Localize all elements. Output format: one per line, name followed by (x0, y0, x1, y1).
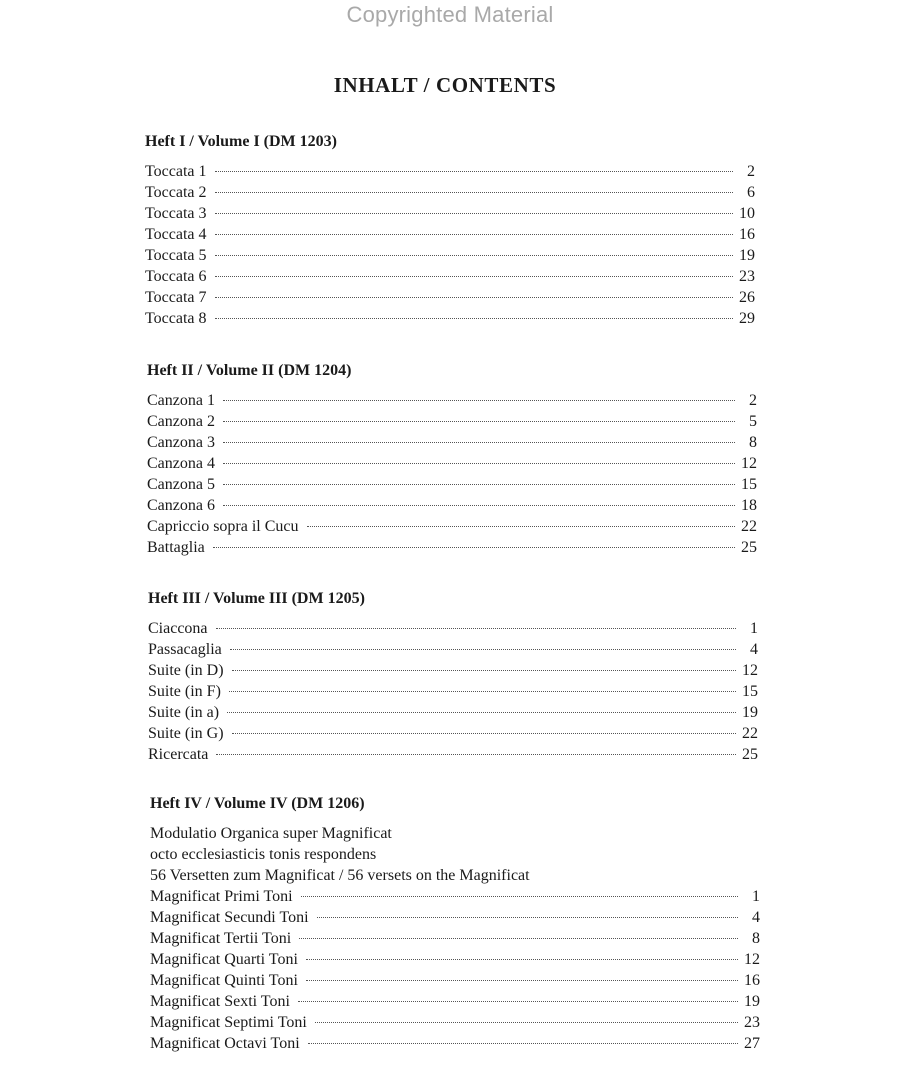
entry-page: 5 (749, 413, 757, 430)
entry-page: 8 (749, 434, 757, 451)
toc-entry (148, 702, 758, 723)
entry-title: Passacaglia (148, 641, 222, 658)
entry-title: Magnificat Tertii Toni (150, 930, 292, 947)
toc-entry (150, 907, 760, 928)
toc-entry (150, 991, 760, 1012)
dot-leader (317, 917, 738, 918)
entry-title: Toccata 1 (145, 163, 207, 180)
entry-page: 15 (742, 683, 758, 700)
toc-entry (150, 886, 760, 907)
entry-title: Magnificat Secundi Toni (150, 909, 309, 926)
entry-page: 4 (750, 641, 758, 658)
entry-title: Toccata 6 (145, 268, 207, 285)
dot-leader (216, 628, 736, 629)
entry-title: Canzona 2 (147, 413, 215, 430)
dot-leader (215, 234, 733, 235)
toc-entry (148, 744, 758, 765)
entry-page: 6 (747, 184, 755, 201)
toc-entry (147, 411, 757, 432)
entry-title: Toccata 2 (145, 184, 207, 201)
entry-page: 2 (749, 392, 757, 409)
entry-title: Magnificat Primi Toni (150, 888, 293, 905)
dot-leader (223, 400, 735, 401)
dot-leader (230, 649, 736, 650)
entry-page: 22 (742, 725, 758, 742)
toc-entry (147, 537, 757, 558)
entry-title: Toccata 8 (145, 310, 207, 327)
copyright-watermark: Copyrighted Material (346, 2, 554, 27)
contents-section-volume-2 (147, 360, 757, 558)
section-intro-line: 56 Versetten zum Magnificat / 56 versets on the Magnificat (150, 867, 530, 884)
entry-page: 26 (739, 289, 755, 306)
entry-page: 4 (752, 909, 760, 926)
contents-section-volume-4 (150, 793, 760, 1054)
dot-leader (215, 318, 733, 319)
dot-leader (306, 980, 738, 981)
toc-entry (148, 723, 758, 744)
toc-entry (145, 224, 755, 245)
toc-entry (145, 245, 755, 266)
entry-page: 1 (750, 620, 758, 637)
dot-leader (215, 297, 733, 298)
dot-leader (223, 484, 735, 485)
toc-entry (145, 203, 755, 224)
entry-title: Magnificat Octavi Toni (150, 1035, 300, 1052)
section-intro-line: Modulatio Organica super Magnificat (150, 825, 392, 842)
dot-leader (215, 171, 733, 172)
entry-title: Toccata 7 (145, 289, 207, 306)
dot-leader (307, 526, 735, 527)
dot-leader (223, 421, 735, 422)
section-heading: Heft IV / Volume IV (DM 1206) (150, 795, 365, 812)
toc-entry (145, 161, 755, 182)
entry-page: 19 (742, 704, 758, 721)
dot-leader (213, 547, 735, 548)
entry-title: Battaglia (147, 539, 205, 556)
entry-title: Canzona 5 (147, 476, 215, 493)
toc-entry (150, 928, 760, 949)
entry-page: 18 (741, 497, 757, 514)
entry-page: 2 (747, 163, 755, 180)
page-title: INHALT / CONTENTS (333, 73, 557, 97)
toc-entry (147, 516, 757, 537)
entry-page: 22 (741, 518, 757, 535)
dot-leader (223, 505, 735, 506)
dot-leader (308, 1043, 738, 1044)
dot-leader (299, 938, 738, 939)
dot-leader (298, 1001, 738, 1002)
dot-leader (215, 213, 733, 214)
toc-entry (145, 266, 755, 287)
dot-leader (306, 959, 738, 960)
entry-page: 25 (741, 539, 757, 556)
entry-title: Suite (in F) (148, 683, 221, 700)
toc-entry (148, 639, 758, 660)
section-heading: Heft I / Volume I (DM 1203) (145, 133, 337, 150)
entry-title: Magnificat Septimi Toni (150, 1014, 307, 1031)
entry-title: Toccata 4 (145, 226, 207, 243)
dot-leader (232, 670, 736, 671)
toc-entry (147, 453, 757, 474)
dot-leader (301, 896, 738, 897)
section-heading: Heft III / Volume III (DM 1205) (148, 590, 365, 607)
toc-entry (145, 182, 755, 203)
toc-entry (148, 681, 758, 702)
dot-leader (223, 463, 735, 464)
dot-leader (227, 712, 736, 713)
entry-title: Suite (in G) (148, 725, 224, 742)
entry-title: Suite (in a) (148, 704, 220, 721)
toc-entry (145, 287, 755, 308)
entry-page: 25 (742, 746, 758, 763)
dot-leader (215, 276, 733, 277)
toc-entry (150, 949, 760, 970)
entry-title: Canzona 3 (147, 434, 215, 451)
entry-page: 29 (739, 310, 755, 327)
toc-entry (150, 970, 760, 991)
entry-page: 16 (744, 972, 760, 989)
entry-page: 23 (739, 268, 755, 285)
entry-page: 27 (744, 1035, 760, 1052)
entry-page: 19 (744, 993, 760, 1010)
entry-title: Capriccio sopra il Cucu (147, 518, 299, 535)
entry-page: 12 (741, 455, 757, 472)
contents-section-volume-3 (148, 588, 758, 765)
dot-leader (232, 733, 736, 734)
entry-page: 19 (739, 247, 755, 264)
section-intro-line: octo ecclesiasticis tonis respondens (150, 846, 377, 863)
entry-title: Suite (in D) (148, 662, 224, 679)
toc-entry (147, 495, 757, 516)
entry-page: 8 (752, 930, 760, 947)
entry-page: 12 (744, 951, 760, 968)
dot-leader (223, 442, 735, 443)
dot-leader (229, 691, 736, 692)
entry-page: 23 (744, 1014, 760, 1031)
dot-leader (215, 255, 733, 256)
entry-title: Canzona 6 (147, 497, 215, 514)
entry-page: 12 (742, 662, 758, 679)
entry-page: 16 (739, 226, 755, 243)
entry-title: Canzona 1 (147, 392, 215, 409)
entry-page: 15 (741, 476, 757, 493)
toc-entry (148, 618, 758, 639)
dot-leader (315, 1022, 738, 1023)
entry-page: 1 (752, 888, 760, 905)
entry-title: Magnificat Sexti Toni (150, 993, 290, 1010)
entry-title: Toccata 5 (145, 247, 207, 264)
entry-title: Ciaccona (148, 620, 208, 637)
contents-section-volume-1 (145, 131, 755, 329)
entry-title: Magnificat Quinti Toni (150, 972, 298, 989)
dot-leader (216, 754, 736, 755)
entry-title: Magnificat Quarti Toni (150, 951, 298, 968)
toc-entry (147, 390, 757, 411)
toc-entry (150, 1012, 760, 1033)
toc-entry (145, 308, 755, 329)
toc-entry (148, 660, 758, 681)
entry-page: 10 (739, 205, 755, 222)
section-heading: Heft II / Volume II (DM 1204) (147, 362, 352, 379)
dot-leader (215, 192, 733, 193)
entry-title: Toccata 3 (145, 205, 207, 222)
toc-entry (147, 474, 757, 495)
entry-title: Canzona 4 (147, 455, 215, 472)
toc-entry (150, 1033, 760, 1054)
toc-entry (147, 432, 757, 453)
entry-title: Ricercata (148, 746, 209, 763)
